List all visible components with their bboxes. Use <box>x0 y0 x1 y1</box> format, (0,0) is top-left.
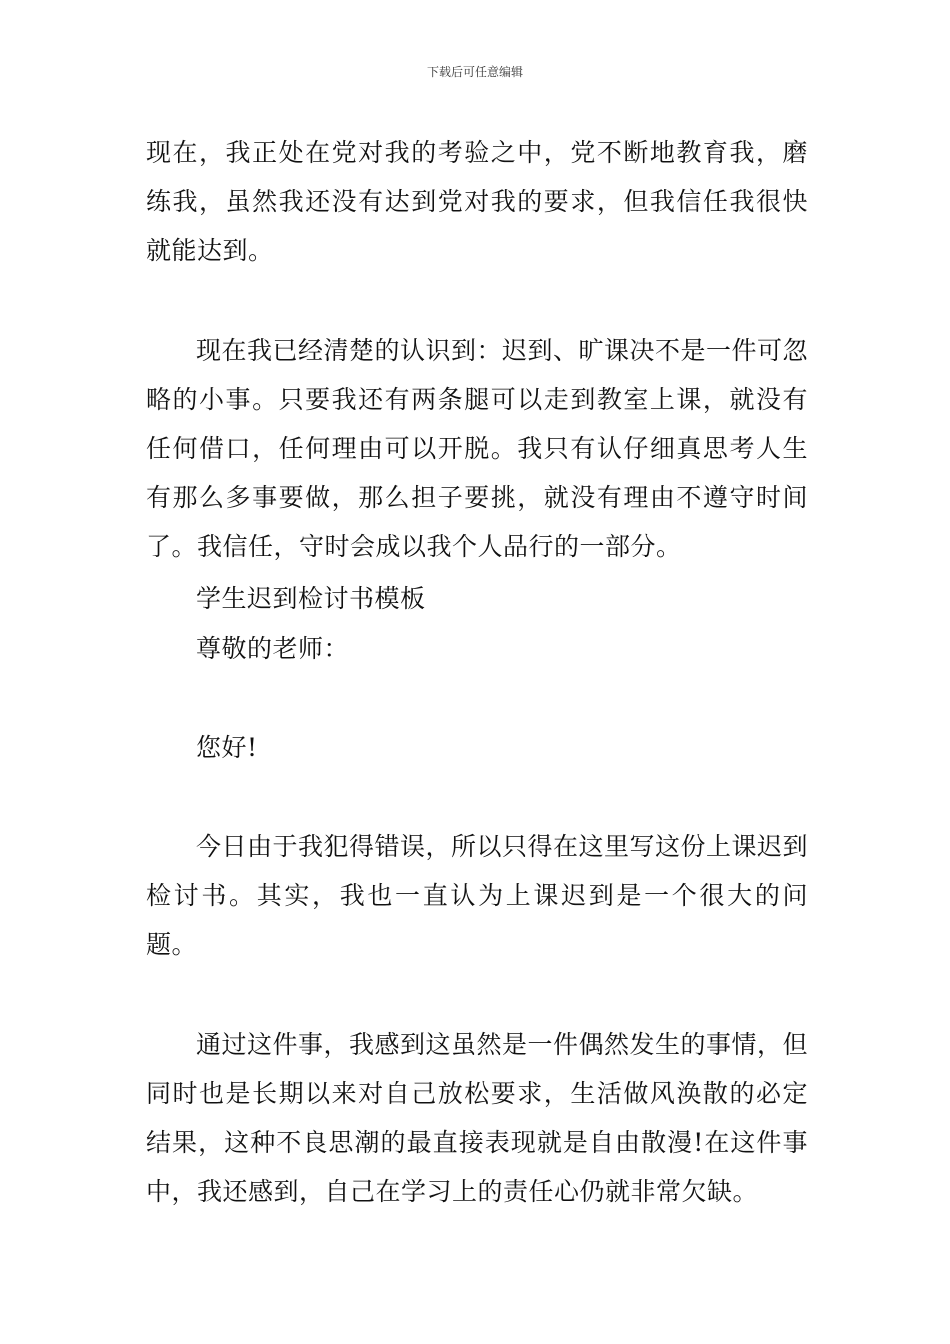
page-header: 下载后可任意编辑 <box>426 65 523 79</box>
paragraph-4: 通过这件事，我感到这虽然是一件偶然发生的事情，但同时也是长期以来对自己放松要求，生活做风涣散的必定结果，这种不良思潮的最直接表现就是自由散漫!在这件事中，我还感到，自己在学习上的责任心仍就非常欠缺。 <box>146 1030 809 1206</box>
greeting: 您好! <box>196 733 258 762</box>
section-title: 学生迟到检讨书模板 <box>196 584 426 613</box>
salutation: 尊敬的老师： <box>196 634 350 663</box>
paragraph-1: 现在，我正处在党对我的考验之中，党不断地教育我，磨练我，虽然我还没有达到党对我的要求，但我信任我很快就能达到。 <box>146 138 808 265</box>
paragraph-3: 今日由于我犯得错误，所以只得在这里写这份上课迟到检讨书。其实，我也一直认为上课迟到是一个很大的问题。 <box>146 832 809 959</box>
paragraph-2: 现在我已经清楚的认识到：迟到、旷课决不是一件可忽略的小事。只要我还有两条腿可以走到教室上课，就没有任何借口，任何理由可以开脱。我只有认仔细真思考人生有那么多事要做，那么担子要挑，就没有理由不遵守时间了。我信任，守时会成以我个人品行的一部分。 <box>146 336 809 561</box>
